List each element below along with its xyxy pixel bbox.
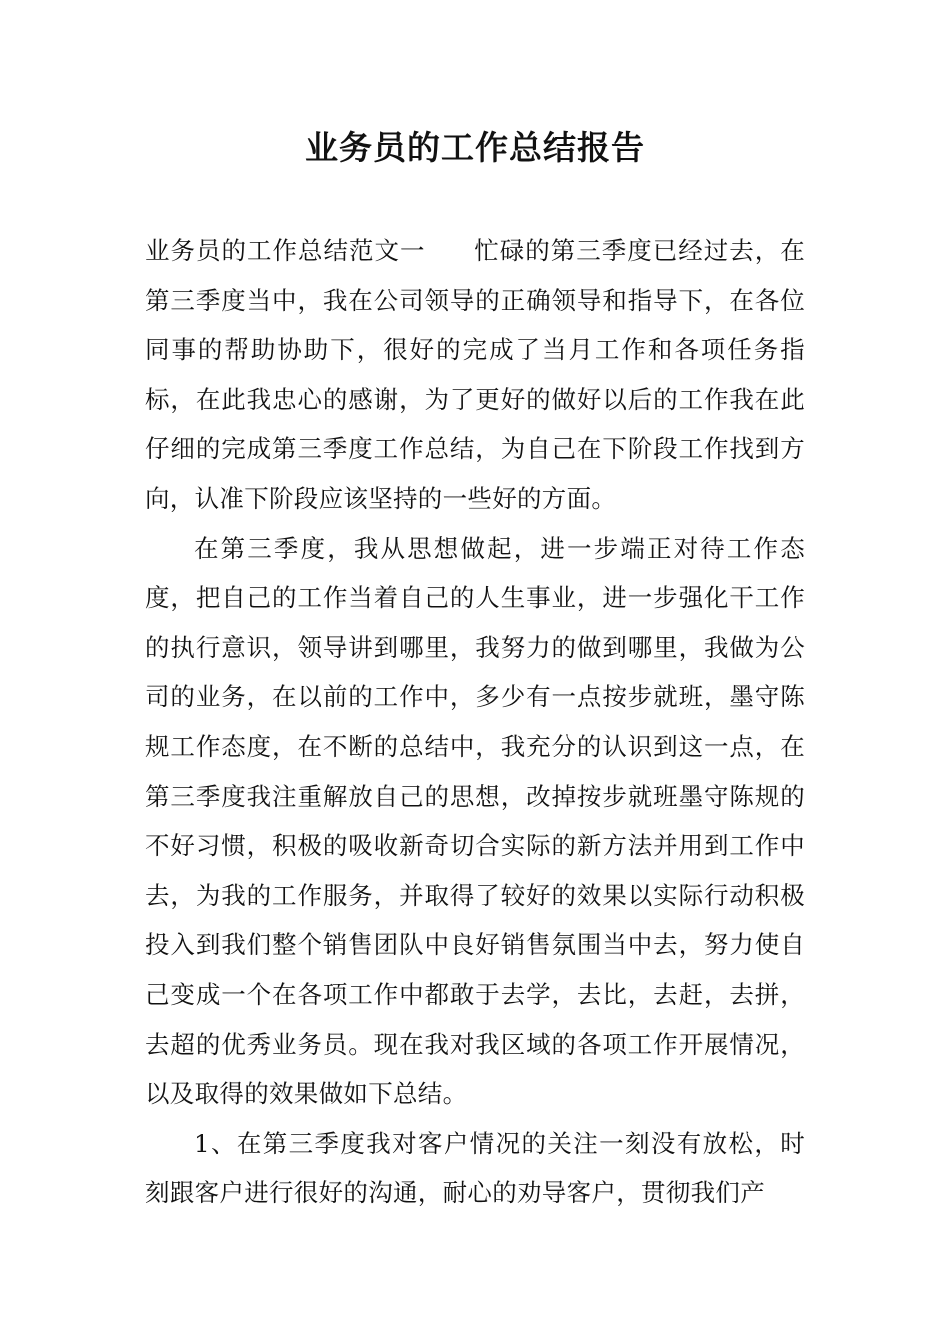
- paragraph-text: 忙碌的第三季度已经过去，在第三季度当中，我在公司领导的正确领导和指导下，在各位同事的帮助协助下，很好的完成了当月工作和各项任务指标，在此我忠心的感谢，为了更好的做好以后的工作我在此仔细的完成第三季度工作总结，为自己在下阶段工作找到方向，认准下阶段应该坚持的一些好的方面。: [145, 236, 805, 513]
- paragraph: 在第三季度，我从思想做起，进一步端正对待工作态度，把自己的工作当着自己的人生事业，进一步强化干工作的执行意识，领导讲到哪里，我努力的做到哪里，我做为公司的业务，在以前的工作中，多少有一点按步就班，墨守陈规工作态度，在不断的总结中，我充分的认识到这一点，在第三季度我注重解放自己的思想，改掉按步就班墨守陈规的不好习惯，积极的吸收新奇切合实际的新方法并用到工作中去，为我的工作服务，并取得了较好的效果以实际行动积极投入到我们整个销售团队中良好销售氛围当中去，努力使自己变成一个在各项工作中都敢于去学，去比，去赶，去拼，去超的优秀业务员。现在我对我区域的各项工作开展情况，以及取得的效果做如下总结。: [145, 533, 805, 1109]
- paragraph-intro: [145, 226, 805, 524]
- document-body: [145, 226, 805, 1218]
- paragraph: 1、在第三季度我对客户情况的关注一刻没有放松，时刻跟客户进行很好的沟通，耐心的劝导客户，贯彻我们产: [145, 1128, 805, 1208]
- document-title: 业务员的工作总结报告: [305, 128, 645, 167]
- intro-label: 业务员的工作总结范文一: [145, 236, 426, 265]
